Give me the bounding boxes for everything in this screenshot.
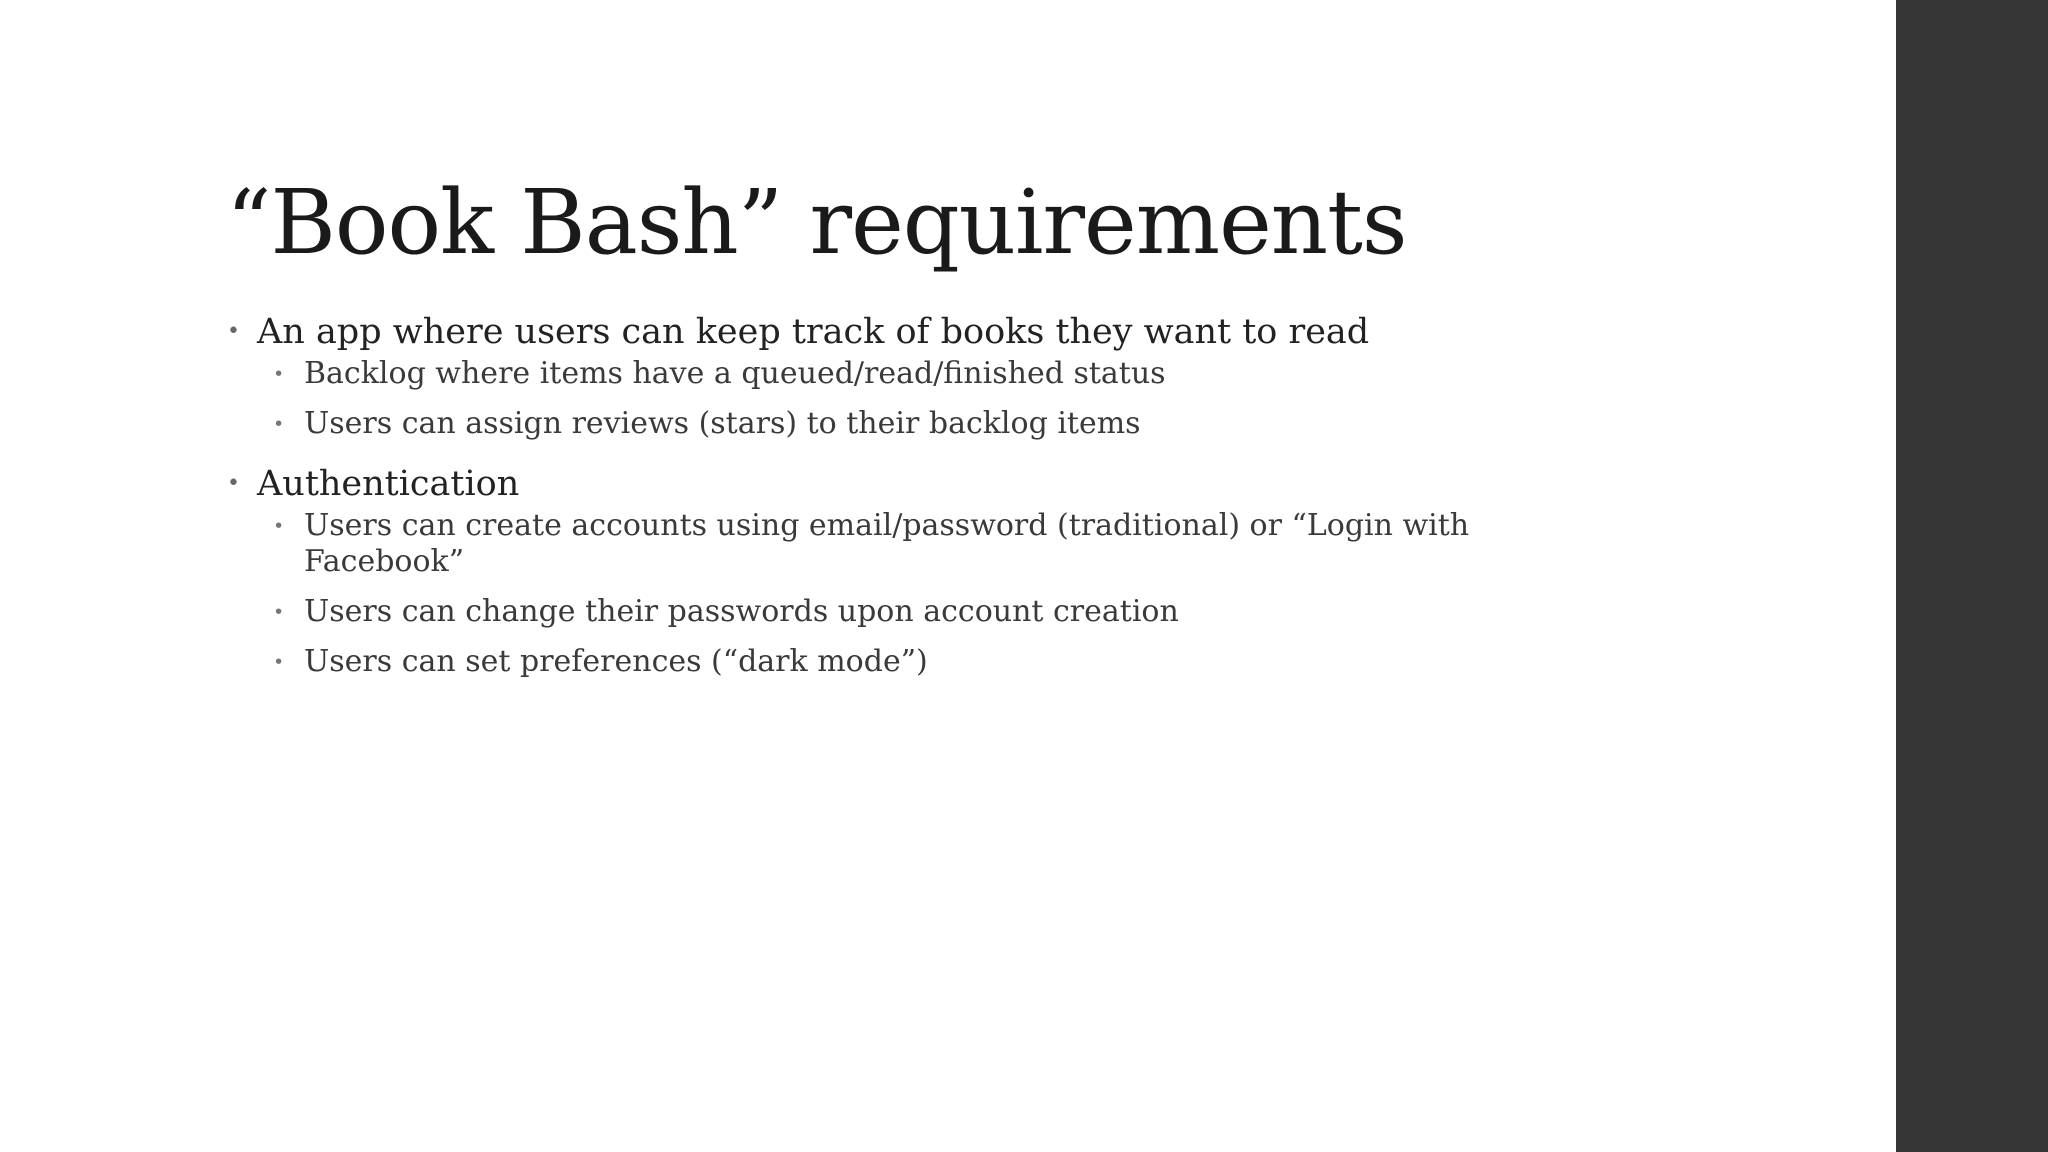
- sub-bullet-text: Users can create accounts using email/password (traditional) or “Login with Facebook”: [304, 508, 1470, 579]
- bullet-level2: [273, 406, 1546, 442]
- bullet-dot-icon: •: [273, 515, 285, 537]
- bullet-level2: [273, 594, 1546, 630]
- bullet-level2: [273, 356, 1546, 392]
- bullet-dot-icon: •: [273, 413, 285, 435]
- sub-bullet-text: Users can change their passwords upon account creation: [304, 594, 1179, 629]
- bullet-dot-icon: •: [227, 471, 240, 496]
- bullet-dot-icon: •: [273, 601, 285, 623]
- slide-body: [226, 310, 1546, 700]
- bullet-text: Authentication: [257, 464, 520, 504]
- bullet-dot-icon: •: [273, 363, 285, 385]
- sub-bullet-list: [226, 356, 1546, 442]
- bullet-level2: [273, 644, 1546, 680]
- bullet-level2: [273, 508, 1546, 580]
- sub-bullet-list: [226, 508, 1546, 680]
- sub-bullet-text: Users can assign reviews (stars) to their backlog items: [304, 406, 1141, 441]
- slide-title: “Book Bash” requirements: [226, 170, 1407, 274]
- bullet-level1: [226, 462, 1546, 506]
- bullet-dot-icon: •: [273, 651, 285, 673]
- bullet-level1: [226, 310, 1546, 354]
- sub-bullet-text: Users can set preferences (“dark mode”): [304, 644, 928, 679]
- bullet-group-authentication: [226, 462, 1546, 680]
- bullet-group-app: [226, 310, 1546, 442]
- bullet-text: An app where users can keep track of books they want to read: [257, 312, 1370, 352]
- bullet-dot-icon: •: [227, 319, 240, 344]
- sub-bullet-text: Backlog where items have a queued/read/finished status: [304, 356, 1166, 391]
- side-accent-bar: [1896, 0, 2048, 1152]
